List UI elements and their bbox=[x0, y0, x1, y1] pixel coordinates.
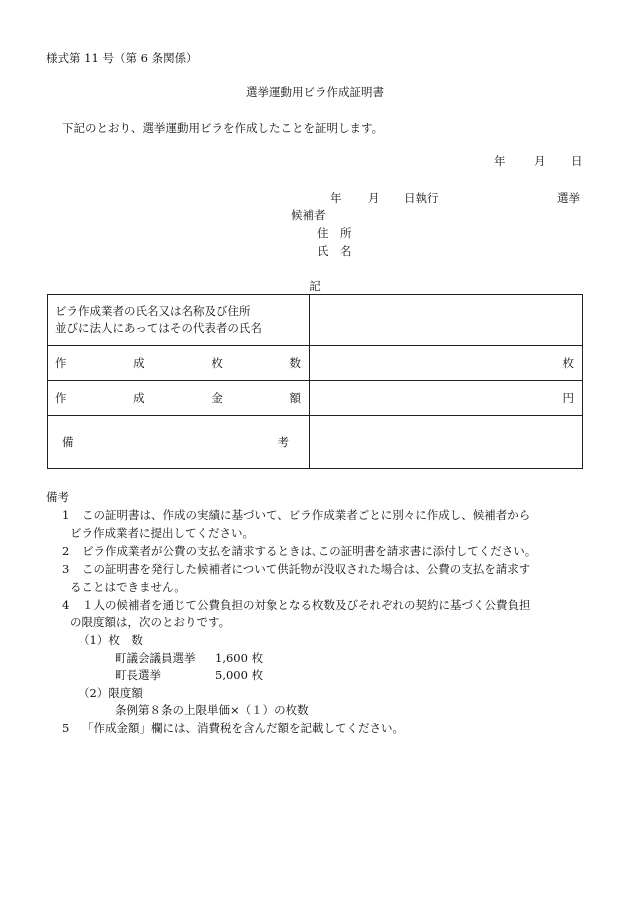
note-3-cont: ることはできません。 bbox=[70, 580, 186, 594]
label-char: 成 bbox=[133, 356, 145, 370]
name-label: 氏 名 bbox=[317, 244, 352, 258]
candidate-label: 候補者 bbox=[291, 208, 326, 222]
sheet-count-value-cell[interactable] bbox=[310, 346, 583, 381]
label-char: 考 bbox=[277, 435, 289, 449]
remarks-value-cell[interactable] bbox=[310, 416, 583, 469]
note-number: 5 bbox=[62, 721, 70, 735]
note-4-sub2: （2）限度額 bbox=[78, 686, 143, 700]
note-number: 4 bbox=[62, 598, 70, 612]
amount-label-cell bbox=[48, 381, 310, 416]
date-month: 月 bbox=[534, 154, 546, 168]
note-text: ビラ作成業者が公費の支払を請求するときは､この証明書を請求書に添付してください。 bbox=[82, 544, 537, 558]
ki-heading: 記 bbox=[309, 279, 321, 293]
note-4-sub1-a bbox=[115, 650, 263, 666]
yen-unit: 円 bbox=[562, 391, 574, 405]
remarks-label-cell bbox=[48, 416, 310, 469]
note-4-sub2-text: 条例第８条の上限単価×（１）の枚数 bbox=[115, 703, 309, 717]
note-3 bbox=[62, 561, 530, 577]
label-char: 作 bbox=[55, 391, 67, 405]
table-row bbox=[48, 346, 583, 381]
election-month: 月 bbox=[368, 191, 380, 205]
vendor-label-line1: ビラ作成業者の氏名又は名称及び住所 bbox=[55, 304, 251, 318]
table-row bbox=[48, 295, 583, 346]
note-2 bbox=[62, 543, 536, 559]
note-1-cont: ビラ作成業者に提出してください。 bbox=[70, 526, 254, 540]
vendor-label-cell bbox=[48, 295, 310, 346]
note-text: １人の候補者を通じて公費負担の対象となる枚数及びそれぞれの契約に基づく公費負担 bbox=[82, 598, 531, 612]
note-4-cont: の限度額は，次のとおりです。 bbox=[70, 615, 231, 629]
sheet-unit: 枚 bbox=[562, 356, 574, 370]
election-type: 町議会議員選挙 bbox=[115, 651, 196, 665]
label-char: 数 bbox=[289, 356, 301, 370]
vendor-label-line2: 並びに法人にあってはその代表者の氏名 bbox=[55, 321, 262, 335]
election-type: 町長選挙 bbox=[115, 668, 161, 682]
note-4-sub1: （1）枚 数 bbox=[78, 633, 143, 647]
election-label: 選挙 bbox=[557, 191, 580, 205]
sheet-count-label-cell bbox=[48, 346, 310, 381]
certificate-table bbox=[47, 294, 583, 469]
label-char: 枚 bbox=[211, 356, 223, 370]
label-char: 備 bbox=[62, 435, 74, 449]
document-title: 選挙運動用ビラ作成証明書 bbox=[246, 85, 384, 99]
note-text: この証明書を発行した候補者について供託物が没収された場合は、公費の支払を請求す bbox=[82, 562, 531, 576]
label-char: 額 bbox=[289, 391, 301, 405]
note-text: 「作成金額」欄には、消費税を含んだ額を記載してください。 bbox=[82, 721, 404, 735]
election-executed: 日執行 bbox=[404, 191, 439, 205]
address-label: 住 所 bbox=[317, 226, 352, 240]
table-row bbox=[48, 381, 583, 416]
label-char: 金 bbox=[211, 391, 223, 405]
note-number: 2 bbox=[62, 544, 70, 558]
date-year: 年 bbox=[494, 154, 506, 168]
vendor-value-cell[interactable] bbox=[310, 295, 583, 346]
date-day: 日 bbox=[571, 154, 583, 168]
note-4-sub1-b bbox=[115, 667, 263, 683]
table-row bbox=[48, 416, 583, 469]
note-4 bbox=[62, 597, 531, 613]
sheet-limit: 1,600 枚 bbox=[215, 651, 264, 665]
election-year: 年 bbox=[330, 191, 342, 205]
sheet-limit: 5,000 枚 bbox=[215, 668, 264, 682]
note-number: 3 bbox=[62, 562, 70, 576]
notes-heading: 備考 bbox=[46, 490, 69, 504]
note-number: 1 bbox=[62, 508, 70, 522]
label-char: 作 bbox=[55, 356, 67, 370]
note-1 bbox=[62, 507, 530, 523]
note-text: この証明書は、作成の実績に基づいて、ビラ作成業者ごとに別々に作成し、候補者から bbox=[82, 508, 531, 522]
amount-value-cell[interactable] bbox=[310, 381, 583, 416]
form-number: 様式第 11 号（第 6 条関係） bbox=[46, 51, 198, 65]
note-5 bbox=[62, 720, 404, 736]
intro-text: 下記のとおり、選挙運動用ビラを作成したことを証明します。 bbox=[62, 121, 384, 135]
label-char: 成 bbox=[133, 391, 145, 405]
